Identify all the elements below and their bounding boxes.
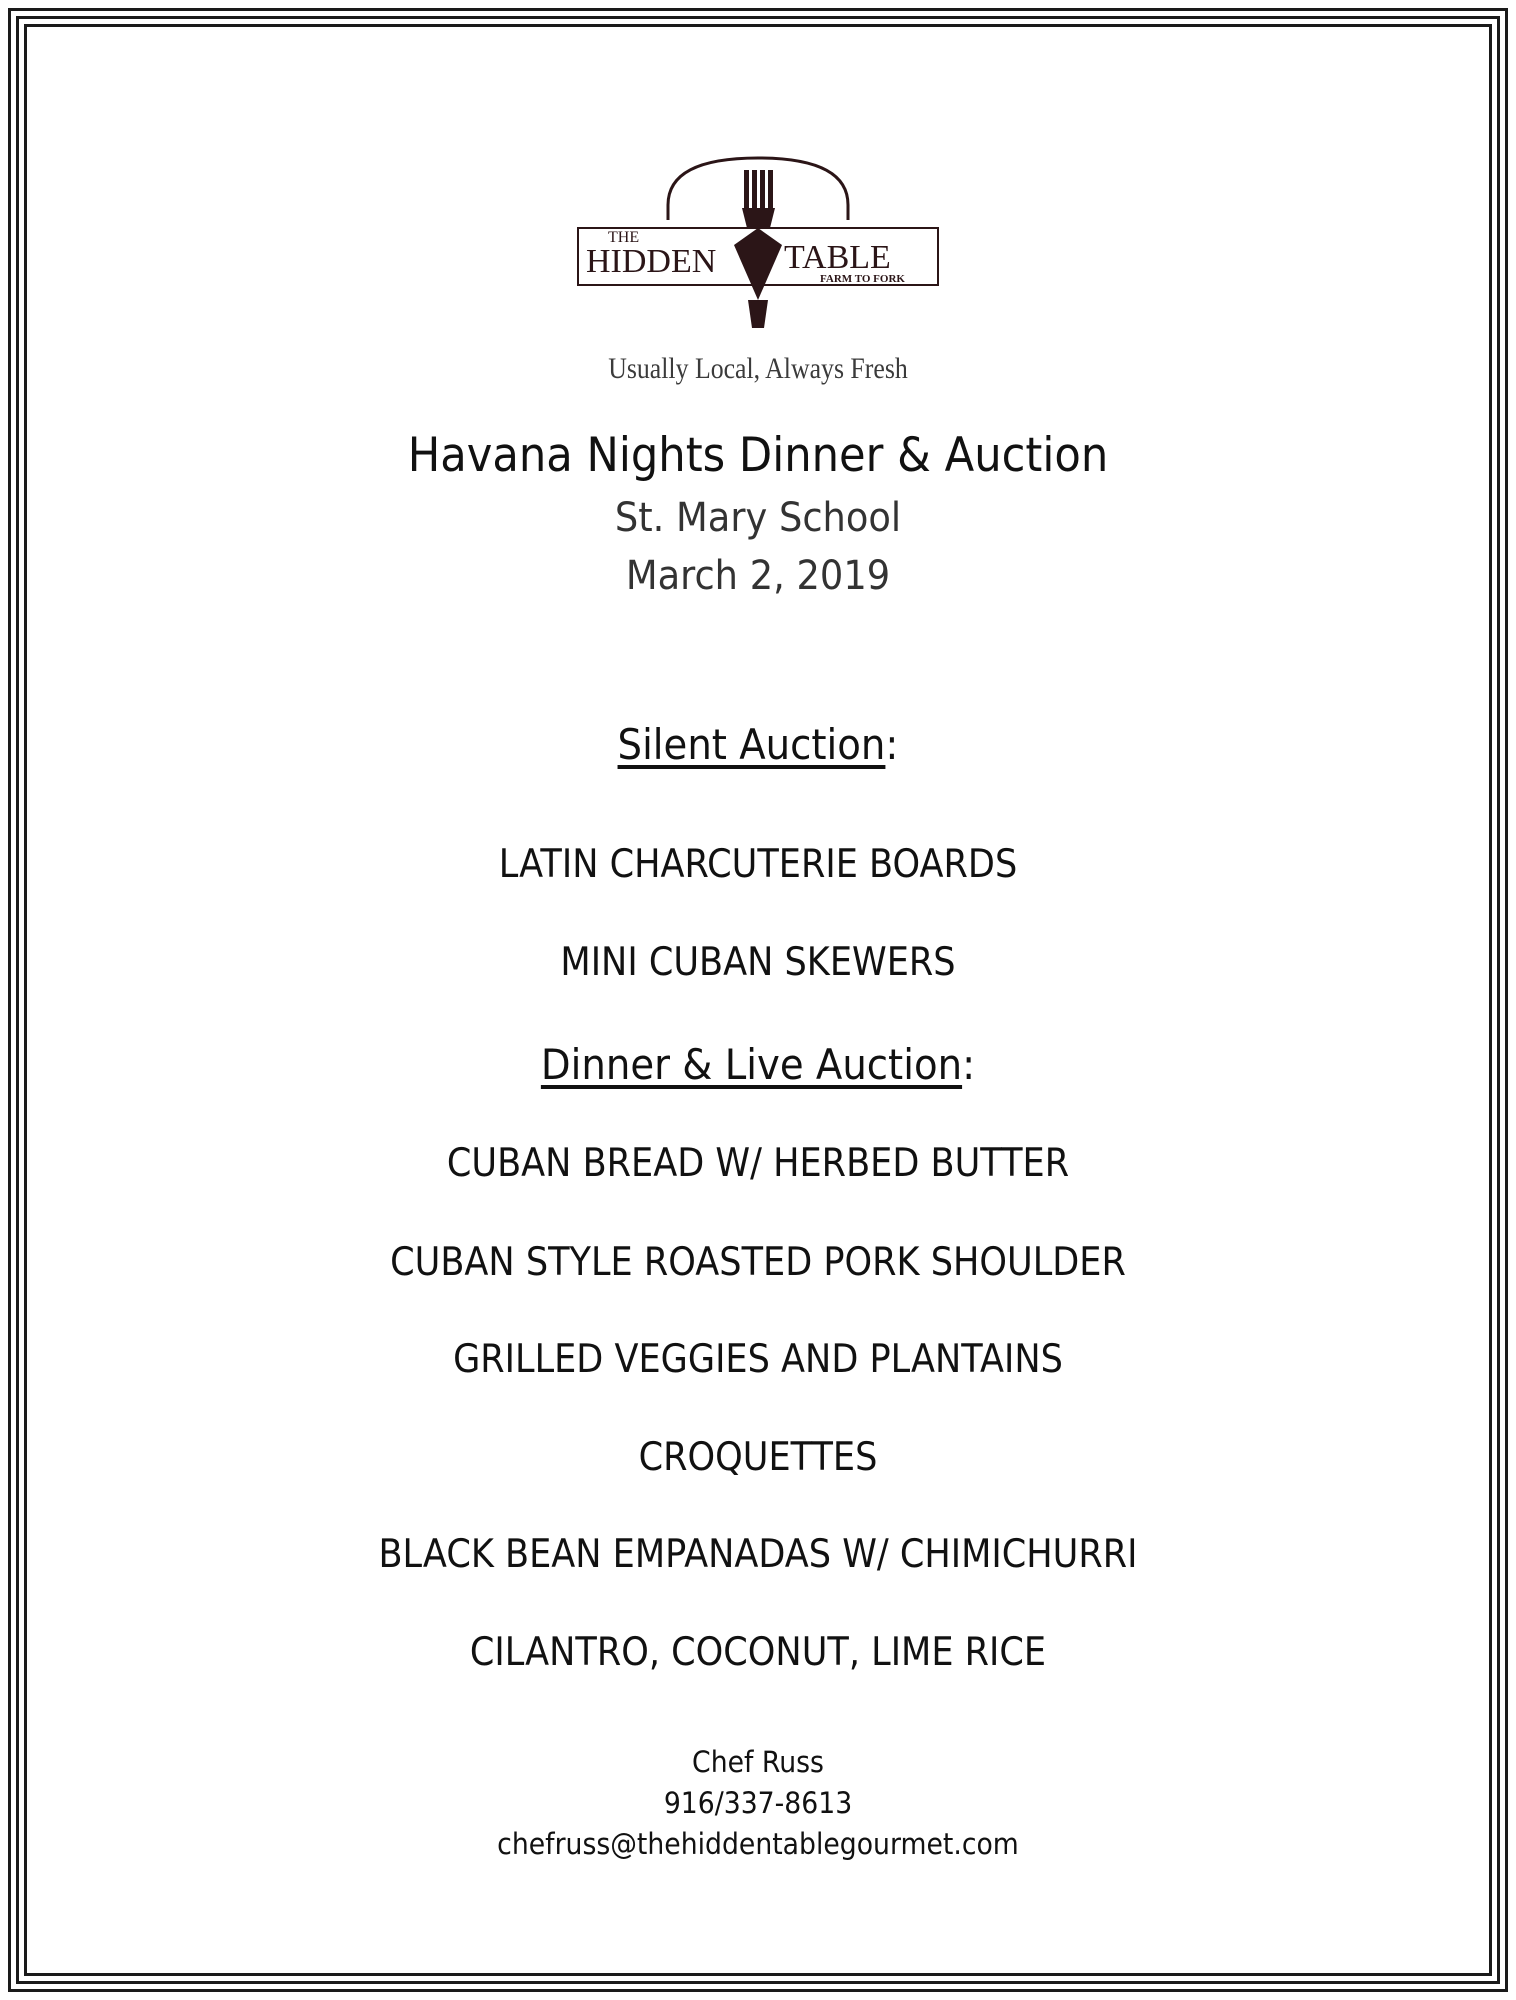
dinner-live-auction-heading: Dinner & Live Auction:	[540, 1040, 976, 1089]
menu-item: MINI CUBAN SKEWERS	[560, 940, 956, 985]
logo-word-right: TABLE	[784, 239, 891, 276]
hidden-table-logo	[0, 150, 1516, 330]
event-date: March 2, 2019	[625, 553, 891, 599]
menu-item: CUBAN BREAD W/ HERBED BUTTER	[446, 1141, 1070, 1186]
menu-item: CROQUETTES	[638, 1435, 878, 1480]
logo-sub: FARM TO FORK	[820, 273, 905, 285]
logo-the: THE	[608, 229, 640, 246]
menu-item: BLACK BEAN EMPANADAS W/ CHIMICHURRI	[378, 1532, 1138, 1577]
chef-name: Chef Russ	[692, 1745, 824, 1779]
menu-item: LATIN CHARCUTERIE BOARDS	[498, 842, 1018, 887]
tagline: Usually Local, Always Fresh	[608, 352, 908, 385]
logo-graphic	[558, 150, 958, 330]
logo-word-left: HIDDEN	[586, 243, 717, 280]
silent-auction-heading-text: Silent Auction	[617, 720, 886, 769]
dinner-live-auction-heading-text: Dinner & Live Auction	[540, 1040, 963, 1089]
silent-auction-heading: Silent Auction:	[617, 720, 899, 769]
chef-phone: 916/337-8613	[663, 1786, 853, 1820]
menu-item: GRILLED VEGGIES AND PLANTAINS	[453, 1337, 1063, 1382]
menu-item: CUBAN STYLE ROASTED PORK SHOULDER	[390, 1240, 1126, 1285]
menu-item: CILANTRO, COCONUT, LIME RICE	[469, 1630, 1047, 1675]
event-venue: St. Mary School	[614, 495, 902, 541]
chef-email: chefruss@thehiddentablegourmet.com	[497, 1827, 1019, 1861]
event-title: Havana Nights Dinner & Auction	[407, 428, 1109, 483]
